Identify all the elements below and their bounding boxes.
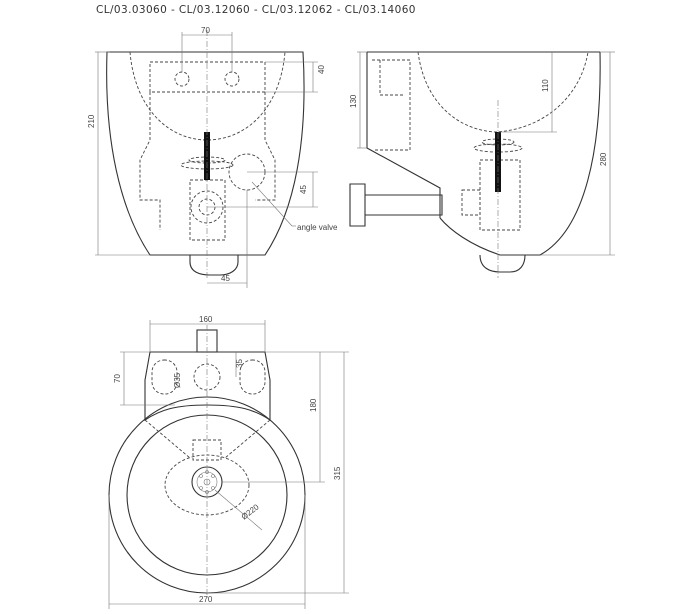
top-view: [109, 315, 349, 609]
front-view: [87, 26, 338, 288]
top-dim-bowl: Ø220: [239, 502, 261, 522]
drawing-title: CL/03.03060 - CL/03.12060 - CL/03.12062 - CL/03.14060: [96, 4, 416, 16]
front-dim-bottom: 45: [221, 274, 230, 283]
top-dim-right-outer: 315: [333, 466, 342, 480]
front-dim-right-mid: 45: [299, 185, 308, 194]
top-dim-right-inner: 180: [309, 398, 318, 412]
side-dim-right: 280: [599, 152, 608, 166]
front-dim-right-top: 40: [317, 65, 326, 74]
top-dim-hole: Ø35: [173, 372, 182, 388]
top-dim-left: 70: [113, 374, 122, 383]
front-dim-top: 70: [201, 26, 210, 35]
top-dim-hole-offset: 35: [235, 359, 244, 368]
side-view: [349, 52, 615, 278]
top-dim-top: 160: [199, 315, 213, 324]
top-dim-bottom: 270: [199, 595, 213, 604]
front-dim-height: 210: [87, 114, 96, 128]
side-dim-inner: 110: [541, 79, 550, 92]
angle-valve-label: angle valve: [297, 223, 338, 232]
side-dim-left: 130: [349, 94, 358, 108]
